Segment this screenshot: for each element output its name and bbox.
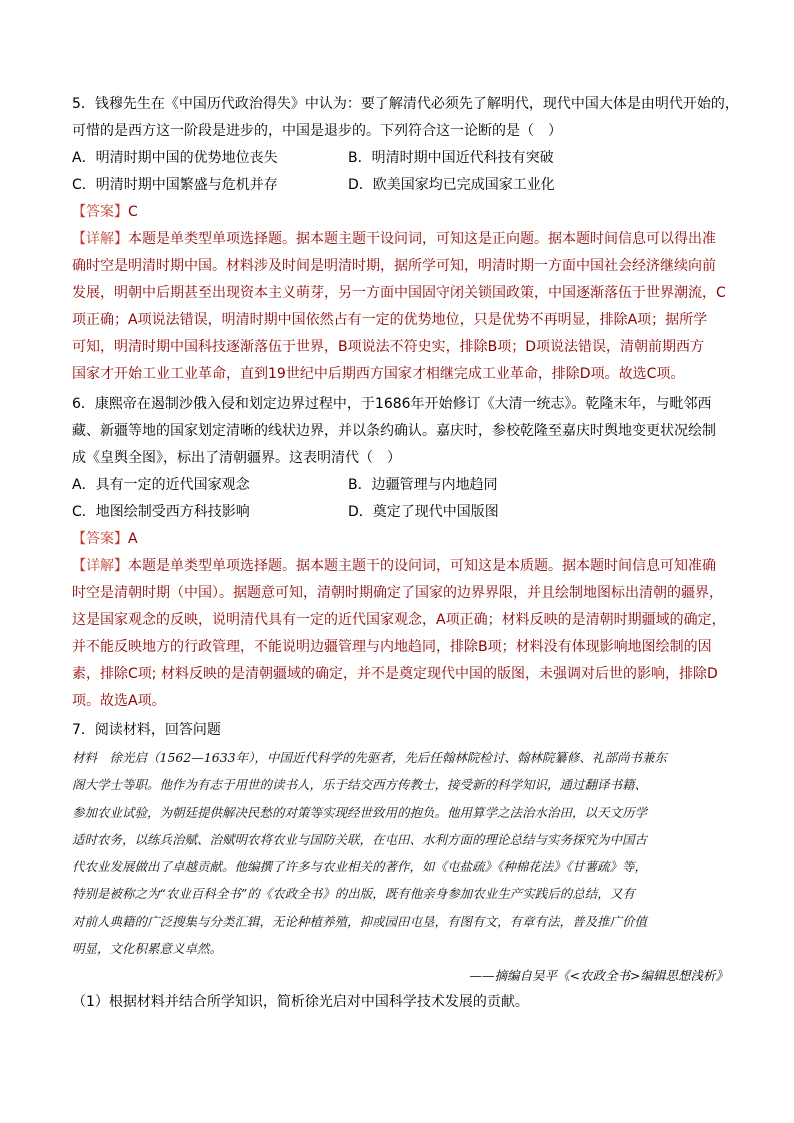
q6-answer-tag: 【答案】 bbox=[72, 531, 128, 547]
q6-answer-value: A bbox=[128, 531, 138, 547]
q6-detail-line-1 bbox=[72, 553, 728, 580]
q5-options-row-1 bbox=[72, 145, 728, 172]
q5-detail-line-2: 确时空是明清时期中国。材料涉及时间是明清时期，据所学可知，明清时期一方面中国社会经济继续向前 bbox=[72, 258, 716, 274]
q7-material-line-2: 阁大学士等职。他作为有志于用世的读书人，乐于结交西方传教士，接受新的科学知识，通过翻译书籍、 bbox=[72, 777, 648, 793]
question-6 bbox=[72, 391, 728, 715]
q5-answer bbox=[72, 199, 728, 226]
q6-option-c: C．地图绘制受西方科技影响 bbox=[72, 504, 250, 520]
q5-detail-text-1: 本题是单类型单项选择题。据本题主题干设问词，可知这是正向题。据本题时间信息可以得出准 bbox=[128, 231, 716, 247]
q5-detail-line-5: 可知，明清时期中国科技逐渐落伍于世界，B项说法不符史实，排除B项；D项说法错误，清朝前期西方 bbox=[72, 339, 704, 355]
question-5 bbox=[72, 91, 739, 388]
q7-material-line-5: 代农业发展做出了卓越贡献。他编撰了许多与农业相关的著作，如《屯盐疏》《种棉花法》《甘薯疏》等， bbox=[72, 859, 648, 875]
q6-detail-line-4: 并不能反映地方的行政管理，不能说明边疆管理与内地趋同，排除B项；材料没有体现影响地图绘制的因 bbox=[72, 639, 712, 655]
q6-detail-line-6: 项。故选A项。 bbox=[72, 693, 166, 709]
q6-answer bbox=[72, 526, 728, 553]
q6-options-row-2 bbox=[72, 499, 728, 526]
q5-detail-line-1 bbox=[72, 226, 728, 253]
q6-option-d: D．奠定了现代中国版图 bbox=[348, 504, 499, 520]
q5-stem-line-1: 5．钱穆先生在《中国历代政治得失》中认为：要了解清代必须先了解明代，现代中国大体是由明代开始的， bbox=[72, 96, 739, 112]
q7-subquestion-1: （1）根据材料并结合所学知识，简析徐光启对中国科学技术发展的贡献。 bbox=[72, 994, 529, 1011]
q5-option-a: A．明清时期中国的优势地位丧失 bbox=[72, 150, 278, 166]
q6-option-b: B．边疆管理与内地趋同 bbox=[348, 477, 498, 493]
q7-stem: 7．阅读材料，回答问题 bbox=[72, 722, 221, 738]
q5-option-d: D．欧美国家均已完成国家工业化 bbox=[348, 177, 555, 193]
q6-stem-line-3: 成《皇舆全图》，标出了清朝疆界。这表明清代（ ） bbox=[72, 450, 401, 466]
q7-source: ——摘编自吴平《<农政全书>编辑思想浅析》 bbox=[469, 968, 728, 984]
q5-detail-line-6: 国家才开始工业工业革命，直到19世纪中后期西方国家才相继完成工业革命，排除D项。故选C项。 bbox=[72, 366, 685, 382]
q6-detail-line-5: 素，排除C项; 材料反映的是清朝疆域的确定，并不是奠定现代中国的版图，未强调对后世的影响，排除D bbox=[72, 666, 718, 682]
q5-option-b: B．明清时期中国近代科技有突破 bbox=[348, 150, 554, 166]
q6-detail-text-1: 本题是单类型单项选择题。据本题主题干的设问词，可知这是本质题。据本题时间信息可知准确 bbox=[128, 558, 716, 574]
question-7 bbox=[72, 717, 728, 1016]
q7-material-line-7: 对前人典籍的广泛搜集与分类汇辑，无论种植养殖，抑或园田屯垦，有图有文，有章有法，普及推广价值 bbox=[72, 913, 648, 929]
q7-material-line-4: 适时农务，以练兵治赋、治赋明农将农业与国防关联，在屯田、水利方面的理论总结与实务探究为中国古 bbox=[72, 831, 648, 847]
q6-stem-line-1: 6．康熙帝在遏制沙俄入侵和划定边界过程中，于1686年开始修订《大清一统志》。乾隆末年，与毗邻西 bbox=[72, 396, 712, 412]
q6-detail-line-3: 这是国家观念的反映，说明清代具有一定的近代国家观念，A项正确；材料反映的是清朝时期疆域的确定， bbox=[72, 612, 726, 628]
q5-options-row-2 bbox=[72, 172, 728, 199]
q5-option-c: C．明清时期中国繁盛与危机并存 bbox=[72, 177, 278, 193]
q6-detail-line-2: 时空是清朝时期（中国）。据题意可知，清朝时期确定了国家的边界界限，并且绘制地图标出清朝的疆界， bbox=[72, 585, 723, 601]
q7-material-line-8: 明显，文化积累意义卓然。 bbox=[72, 941, 223, 957]
q7-material-line-1: 材料 徐光启（1562—1633年），中国近代科学的先驱者，先后任翰林院检讨、翰林院纂修、礼部尚书兼东 bbox=[72, 750, 667, 765]
q7-material-line-6: 特别是被称之为“农业百科全书”的《农政全书》的出版，既有他亲身参加农业生产实践后的总结，又有 bbox=[72, 886, 635, 902]
q6-stem-line-2: 藏、新疆等地的国家划定清晰的线状边界，并以条约确认。嘉庆时，参校乾隆至嘉庆时舆地变更状况绘制 bbox=[72, 423, 716, 439]
q6-detail-tag: 【详解】 bbox=[72, 558, 128, 574]
q5-detail-line-4: 项正确；A项说法错误，明清时期中国依然占有一定的优势地位，只是优势不再明显，排除A项；据所学 bbox=[72, 312, 708, 328]
q6-options-row-1 bbox=[72, 472, 728, 499]
q5-detail-tag: 【详解】 bbox=[72, 231, 128, 247]
q5-answer-tag: 【答案】 bbox=[72, 204, 128, 220]
q5-stem-line-2: 可惜的是西方这一阶段是进步的，中国是退步的。下列符合这一论断的是（ ） bbox=[72, 123, 562, 139]
q7-material-line-3: 参加农业试验，为朝廷提供解决民愁的对策等实现经世致用的抱负。他用算学之法治水治田，以天文历学 bbox=[72, 804, 648, 820]
q6-option-a: A．具有一定的近代国家观念 bbox=[72, 477, 250, 493]
q5-answer-value: C bbox=[128, 204, 138, 220]
q5-detail-line-3: 发展，明朝中后期甚至出现资本主义萌芽，另一方面中国固守闭关锁国政策，中国逐渐落伍于世界潮流，C bbox=[72, 285, 726, 301]
